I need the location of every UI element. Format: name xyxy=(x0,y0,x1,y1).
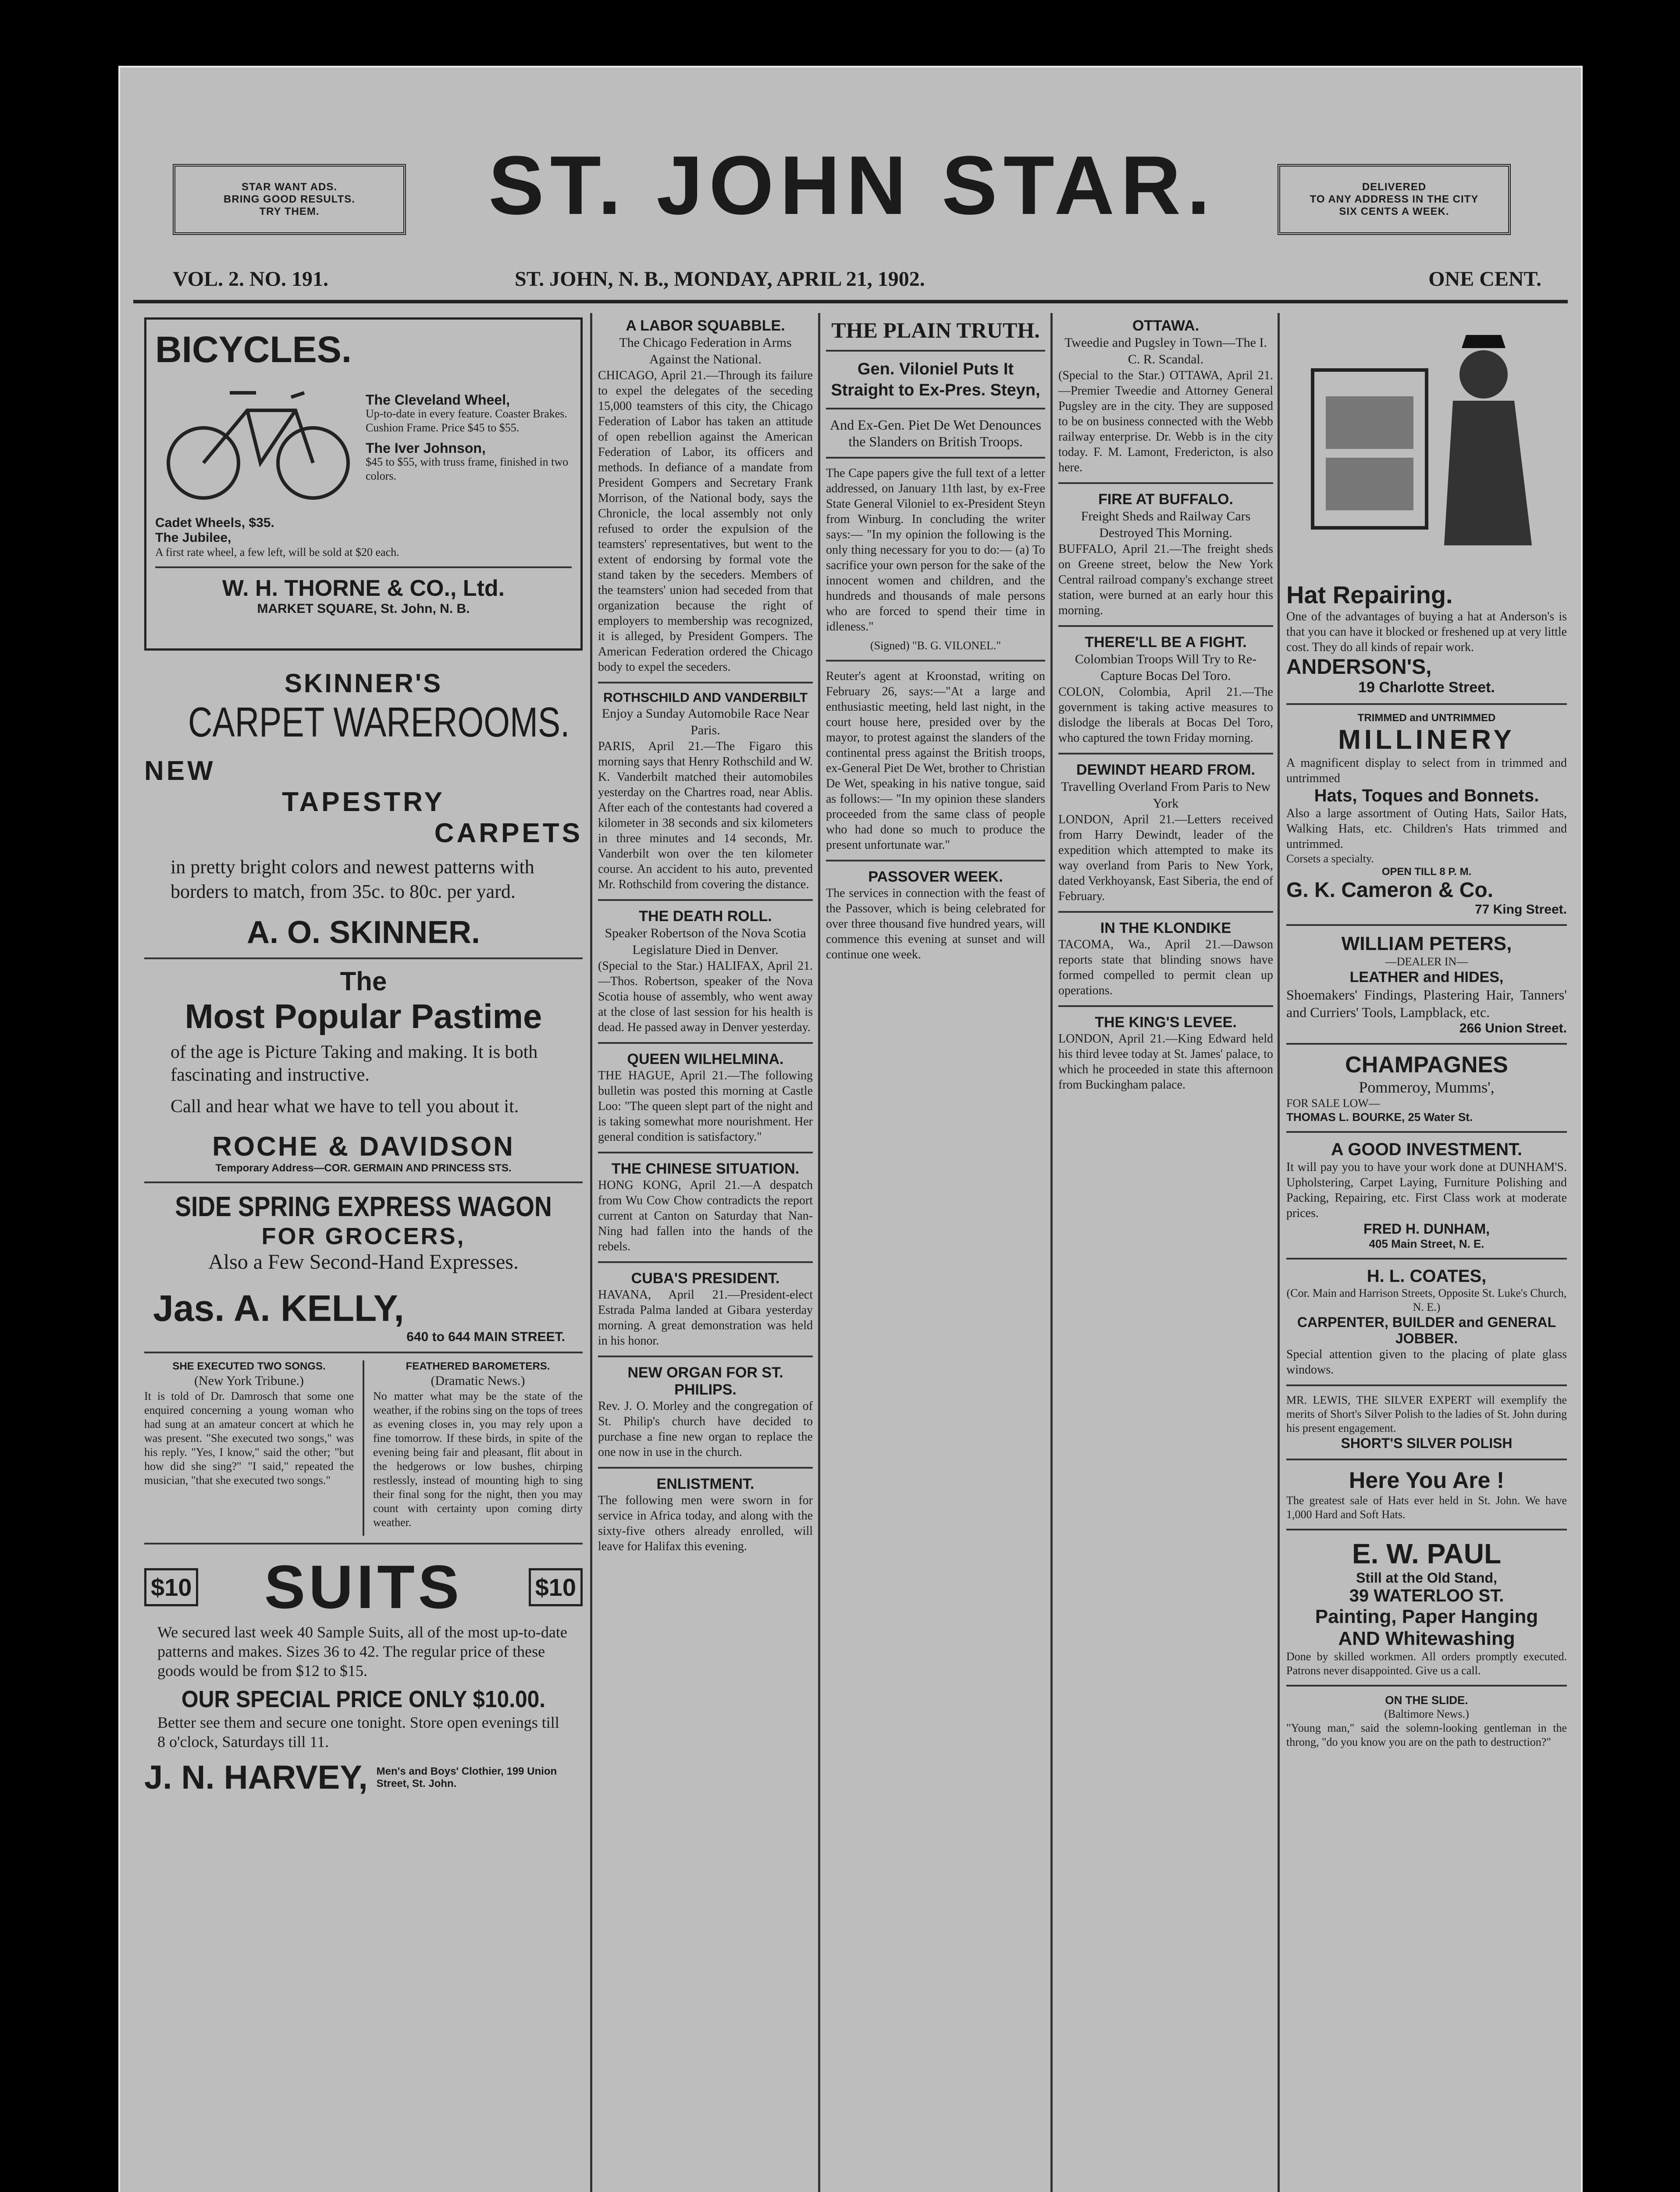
dateline xyxy=(142,267,1559,298)
peters-name: WILLIAM PETERS, xyxy=(1341,933,1512,954)
special-price: OUR SPECIAL PRICE ONLY $10.00. xyxy=(181,1686,546,1712)
bicycles-ad xyxy=(144,317,583,651)
ear-line: STAR WANT ADS. xyxy=(242,181,337,193)
slide-source: (Baltimore News.) xyxy=(1384,1708,1469,1720)
fight-subhead: Colombian Troops Will Try to Re-Capture Bocas Del Toro. xyxy=(1075,652,1257,683)
cuba-text: HAVANA, April 21.—President-elect Estrada Palma landed at Gibara yesterday morning. A great demonstration was held in his honor. xyxy=(598,1288,813,1348)
buffalo-heading: FIRE AT BUFFALO. xyxy=(1098,491,1233,508)
buffalo-subhead: Freight Sheds and Railway Cars Destroyed This Morning. xyxy=(1081,509,1251,540)
organ-heading: NEW ORGAN FOR ST. PHILIPS. xyxy=(627,1364,783,1398)
special-desc: Better see them and secure one tonight. Store open evenings till 8 o'clock, Saturdays till 11. xyxy=(157,1714,559,1751)
slide-heading: ON THE SLIDE. xyxy=(1385,1694,1468,1707)
corsets-label: Corsets a specialty. xyxy=(1286,852,1374,865)
kelly-ad xyxy=(144,1190,583,1345)
jubilee-desc: A first rate wheel, a few left, will be sold at $20 each. xyxy=(155,546,399,559)
labor-text: CHICAGO, April 21.—Through its failure to expel the delegates of the seceding 15,000 teamsters of this city, the Chicago Federation of Labor has taken an attitude of open rebellion against the American Federation of Labor, its officers and methods. In defiance of a mandate from President Gompers and Secretary Frank Morrison, of the National body, says the Chronicle, the local assembly not only refused to order the expulsion of the teamsters' representatives, but went to the extent of endorsing by formal vote the stand taken by the seceders. Members of the teamsters' union had seceded from that organization because the right of employers to membership was recognized, it is alleged, by President Gompers. The American Federation ordered the Chicago body to expel the seceders. xyxy=(598,369,813,674)
ottawa-heading: OTTAWA. xyxy=(1132,317,1199,334)
passover-text: The services in connection with the feast of the Passover, which is being celebrated for over three thousand five hundred years, will commence this evening at sunset and will continue one week. xyxy=(826,886,1045,961)
anderson-name: ANDERSON'S, xyxy=(1286,655,1432,679)
peters-address: 266 Union Street. xyxy=(1459,1021,1567,1036)
organ-text: Rev. J. O. Morley and the congregation of St. Philip's church have decided to purchase a fine new organ to replace the one now in use in the church. xyxy=(598,1399,813,1459)
harvey-ad xyxy=(144,1551,583,1797)
price-left: $10 xyxy=(144,1568,198,1606)
labor-heading: A LABOR SQUABBLE. xyxy=(626,317,785,334)
thorne-name: W. H. THORNE & CO., Ltd. xyxy=(222,576,505,601)
barometers-source: (Dramatic News.) xyxy=(431,1374,525,1388)
dewindt-text: LONDON, April 21.—Letters received from Harry Dewindt, leader of the expedition which attempted to make its way overland from Paris to New York, dated Verkhoyansk, East Siberia, the end of February. xyxy=(1058,813,1273,903)
millinery-desc: A magnificent display to select from in trimmed and untrimmed xyxy=(1286,756,1567,785)
column-rule xyxy=(1278,313,1280,2192)
paul-name: E. W. PAUL xyxy=(1352,1538,1502,1569)
ottawa-subhead: Tweedie and Pugsley in Town—The I. C. R. Scandal. xyxy=(1064,335,1267,367)
wilhelmina-heading: QUEEN WILHELMINA. xyxy=(627,1051,784,1068)
investment-heading: A GOOD INVESTMENT. xyxy=(1331,1140,1523,1159)
cameron-name: G. K. Cameron & Co. xyxy=(1286,879,1494,902)
barometers-heading: FEATHERED BAROMETERS. xyxy=(406,1360,550,1372)
wilhelmina-text: THE HAGUE, April 21.—The following bulletin was posted this morning at Castle Loo: "The queen slept part of the night and is taking somewhat more nourishment. Her general condition is satisfactory." xyxy=(598,1069,813,1144)
grocers-label: FOR GROCERS, xyxy=(261,1223,466,1249)
bicycles-heading: BICYCLES. xyxy=(155,329,352,370)
death-roll-heading: THE DEATH ROLL. xyxy=(639,908,772,925)
ear-line: TO ANY ADDRESS IN THE CITY xyxy=(1310,193,1479,205)
plain-truth-subhead-2: And Ex-Gen. Piet De Wet Denounces the Slanders on British Troops. xyxy=(829,417,1042,449)
plain-truth-text: The Cape papers give the full text of a letter addressed, on January 11th last, by ex-Free State General Viloniel to ex-President Steyn from Winburg. In concluding the writer says:— "In my opinion the following is the only thing necessary for you to do:— (a) To sacrifice your own person for the sake of the innocent women and children, and the hundreds and thousands of male persons who are forced to spend their time in idleness." xyxy=(826,466,1045,633)
rothschild-heading: ROTHSCHILD AND VANDERBILT xyxy=(603,690,808,705)
ear-line: SIX CENTS A WEEK. xyxy=(1339,206,1449,217)
new-label: NEW xyxy=(144,756,216,786)
paul-desc: Done by skilled workmen. All orders promptly executed. Patrons never disappointed. Give us a call. xyxy=(1286,1650,1567,1677)
newspaper-page xyxy=(118,66,1583,2192)
carpet-warerooms: CARPET WAREROOMS. xyxy=(188,699,570,746)
songs-text: It is told of Dr. Damrosch that some one enquired concerning a young woman who had sung at an amateur concert at which he was present. "She executed two songs," was his reply. "Yes, I know," said the other; "but how did she sing?" "I said," repeated the musician, "that she executed two songs." xyxy=(144,1390,354,1487)
rothschild-subhead: Enjoy a Sunday Automobile Race Near Paris. xyxy=(602,706,809,737)
pastime-call: Call and hear what we have to tell you about it. xyxy=(171,1096,519,1117)
rothschild-text: PARIS, April 21.—The Figaro this morning says that Henry Rothschild and W. K. Vanderbilt matched their automobiles yesterday on the Chartres road, near Ablis. After each of the contestants had covered a kilometer in 38 seconds and six kilometers in three minutes and 14 seconds, Mr. Vanderbilt won over the ten kilometer course. An accident to his auto, prevented Mr. Rothschild from covering the distance. xyxy=(598,740,813,891)
the-label: The xyxy=(340,967,387,996)
passover-heading: PASSOVER WEEK. xyxy=(868,868,1003,885)
klondike-text: TACOMA, Wa., April 21.—Dawson reports state that blinding snows have formed compelled to permit clean up operations. xyxy=(1058,938,1273,997)
masthead xyxy=(120,68,1581,348)
songs-source: (New York Tribune.) xyxy=(194,1374,304,1388)
harvey-name: J. N. HARVEY, xyxy=(144,1759,368,1796)
hatter-illustration xyxy=(1286,317,1558,580)
skinner-name: A. O. SKINNER. xyxy=(246,915,481,950)
peters-dealer: —DEALER IN— xyxy=(1385,955,1468,968)
pastime-heading: Most Popular Pastime xyxy=(185,997,542,1036)
anderson-address: 19 Charlotte Street. xyxy=(1358,679,1495,696)
wagon-heading: SIDE SPRING EXPRESS WAGON xyxy=(175,1191,552,1222)
paul-old-stand: Still at the Old Stand, xyxy=(1356,1570,1497,1586)
cuba-heading: CUBA'S PRESIDENT. xyxy=(631,1270,780,1287)
short-items xyxy=(144,1360,583,1536)
cleveland-label: The Cleveland Wheel, xyxy=(366,392,510,408)
whitewashing-label: AND Whitewashing xyxy=(1338,1628,1515,1649)
hat-repairing-heading: Hat Repairing. xyxy=(1286,581,1453,608)
silver-polish: SHORT'S SILVER POLISH xyxy=(1341,1435,1513,1451)
dewindt-subhead: Travelling Overland From Paris to New York xyxy=(1061,779,1271,811)
bourke-name: THOMAS L. BOURKE, 25 Water St. xyxy=(1286,1110,1473,1124)
column-1-ads xyxy=(144,317,583,2192)
dunham-address: 405 Main Street, N. E. xyxy=(1369,1237,1484,1250)
column-2-news xyxy=(598,317,813,2192)
coates-address: (Cor. Main and Harrison Streets, Opposite St. Luke's Church, N. E.) xyxy=(1286,1287,1567,1313)
price: ONE CENT. xyxy=(1428,267,1541,291)
ear-line: DELIVERED xyxy=(1362,181,1427,193)
buffalo-text: BUFFALO, April 21.—The freight sheds on Greene street, below the New York Central railroad company's exchange street station, were burned at an early hour this morning. xyxy=(1058,542,1273,617)
kelly-address: 640 to 644 MAIN STREET. xyxy=(406,1330,565,1344)
de-wet-text: Reuter's agent at Kroonstad, writing on February 26, says:—"At a large and enthusiastic meeting, held last night, in the court house here, presided over by the mayor, to protest against the slanders of the continental press against the British troops, ex-General Piet De Wet, brother to Christian De Wet, speaking in his native tongue, said as follows:— "In my opinion these slanders proceeded from the same class of people who had done so much to produce the present unfortunate war." xyxy=(826,669,1045,852)
expresses-label: Also a Few Second-Hand Expresses. xyxy=(208,1250,519,1274)
column-5-ads xyxy=(1286,317,1567,2192)
millinery-heading: MILLINERY xyxy=(1338,725,1515,755)
skinner-heading: SKINNER'S xyxy=(284,669,443,698)
songs-item xyxy=(144,1360,354,1536)
hats-desc: Also a large assortment of Outing Hats, Sailor Hats, Walking Hats, etc. Children's Hats trimmed and untrimmed. xyxy=(1286,807,1567,851)
left-ear-box xyxy=(173,164,406,235)
enlistment-text: The following men were sworn in for service in Africa today, and along with the sixty-five others already enrolled, will leave for Halifax this evening. xyxy=(598,1494,813,1553)
column-3-news xyxy=(826,317,1045,2192)
labor-subhead: The Chicago Federation in Arms Against the National. xyxy=(619,335,792,367)
right-ear-box xyxy=(1278,164,1511,235)
plain-truth-signature: (Signed) "B. G. VILONEL." xyxy=(870,639,1001,652)
jubilee-label: The Jubilee, xyxy=(155,530,231,545)
iver-label: The Iver Johnson, xyxy=(366,440,486,456)
tapestry-label: TAPESTRY xyxy=(282,787,445,817)
skinner-ad xyxy=(144,668,583,950)
volume-number: VOL. 2. NO. 191. xyxy=(173,267,329,291)
here-you-are-heading: Here You Are ! xyxy=(1349,1468,1505,1493)
trimmed-label: TRIMMED and UNTRIMMED xyxy=(1357,712,1496,724)
here-you-are-desc: The greatest sale of Hats ever held in St. John. We have 1,000 Hard and Soft Hats. xyxy=(1286,1494,1567,1521)
column-rule xyxy=(590,313,592,2192)
slide-text: "Young man," said the solemn-looking gentleman in the throng, "do you know you are on the path to destruction?" xyxy=(1286,1722,1567,1748)
klondike-heading: IN THE KLONDIKE xyxy=(1100,920,1232,936)
death-roll-text: (Special to the Star.) HALIFAX, April 21.—Thos. Robertson, speaker of the Nova Scotia house of assembly, who went away at the close of last session for his health is dead. He passed away in Denver yesterday. xyxy=(598,959,813,1034)
cleveland-desc: Up-to-date in every feature. Coaster Brakes. Cushion Frame. Price $45 to $55. xyxy=(366,407,567,434)
column-4-news xyxy=(1058,317,1273,2192)
silver-desc: MR. LEWIS, THE SILVER EXPERT will exemplify the merits of Short's Silver Polish to the ladies of St. John during his present engagement. xyxy=(1286,1394,1567,1434)
roche-address: Temporary Address—COR. GERMAIN AND PRINCESS STS. xyxy=(215,1162,512,1174)
iver-desc: $45 to $55, with truss frame, finished in two colors. xyxy=(366,455,569,482)
masthead-rule xyxy=(133,300,1568,303)
coates-desc: Special attention given to the placing of plate glass windows. xyxy=(1286,1348,1567,1377)
levee-heading: THE KING'S LEVEE. xyxy=(1095,1014,1237,1031)
fight-heading: THERE'LL BE A FIGHT. xyxy=(1085,634,1247,651)
column-rule xyxy=(818,313,820,2192)
hats-heading: Hats, Toques and Bonnets. xyxy=(1314,786,1539,805)
carpenter-label: CARPENTER, BUILDER and GENERAL JOBBER. xyxy=(1297,1314,1556,1346)
hat-repairing-desc: One of the advantages of buying a hat at Anderson's is that you can have it blocked or freshened up at very little cost. They do all kinds of repair work. xyxy=(1286,610,1567,654)
cadet-label: Cadet Wheels, $35. xyxy=(155,516,274,530)
thorne-address: MARKET SQUARE, St. John, N. B. xyxy=(257,601,470,616)
peters-desc: Shoemakers' Findings, Plastering Hair, Tanners' and Curriers' Tools, Lampblack, etc. xyxy=(1286,987,1567,1020)
paul-address: 39 WATERLOO ST. xyxy=(1349,1586,1504,1605)
plain-truth-subhead: Gen. Viloniel Puts It Straight to Ex-Pres. Steyn, xyxy=(831,360,1040,399)
date-line-text: ST. JOHN, N. B., MONDAY, APRIL 21, 1902. xyxy=(515,267,925,291)
champagnes-heading: CHAMPAGNES xyxy=(1345,1052,1508,1078)
painting-label: Painting, Paper Hanging xyxy=(1315,1606,1538,1627)
coates-name: H. L. COATES, xyxy=(1367,1267,1487,1286)
barometers-item xyxy=(373,1360,583,1536)
ear-line: BRING GOOD RESULTS. xyxy=(224,193,355,205)
newspaper-title: ST. JOHN STAR. xyxy=(488,139,1216,232)
investment-desc: It will pay you to have your work done at DUNHAM'S. Upholstering, Carpet Laying, Furniture Polishing and Packing, Repairing, etc. First Class work at moderate prices. xyxy=(1286,1160,1567,1220)
chinese-text: HONG KONG, April 21.—A despatch from Wu Cow Chow contradicts the report current at Canton on Saturday that Nan-Ning had fallen into the hands of the rebels. xyxy=(598,1178,813,1253)
column-rule xyxy=(1050,313,1053,2192)
carpets-label: CARPETS xyxy=(434,818,583,848)
levee-text: LONDON, April 21.—King Edward held his third levee today at St. James' palace, to which he proceeded in state this afternoon from Buckingham palace. xyxy=(1058,1032,1273,1092)
carpets-desc: in pretty bright colors and newest patterns with borders to match, from 35c. to 80c. per yard. xyxy=(171,856,534,902)
open-hours: OPEN TILL 8 P. M. xyxy=(1381,866,1472,878)
suits-heading: SUITS xyxy=(264,1552,463,1621)
death-roll-subhead: Speaker Robertson of the Nova Scotia Legislature Died in Denver. xyxy=(605,926,806,957)
chinese-heading: THE CHINESE SITUATION. xyxy=(611,1160,800,1177)
ottawa-text: (Special to the Star.) OTTAWA, April 21.—Premier Tweedie and Attorney General Pugsley are in the city. They are supposed to be on business connected with the Webb railway enterprise. Dr. Webb is in the city today. F. M. Lamont, Fredericton, is also here. xyxy=(1058,369,1273,474)
dunham-name: FRED H. DUNHAM, xyxy=(1363,1221,1490,1237)
ear-line: TRY THEM. xyxy=(259,206,320,217)
barometers-text: No matter what may be the state of the weather, if the robins sing on the tops of trees as evening closes in, you may rely upon a fine tomorrow. If these birds, in spite of the evening being fair and pleasant, flit about in the hedgerows or low bushes, chirping restlessly, instead of mounting high to sing their final song for the night, then you may count with certainty upon coming dirty weather. xyxy=(373,1390,583,1529)
for-sale-label: FOR SALE LOW— xyxy=(1286,1097,1380,1110)
pastime-desc: of the age is Picture Taking and making. It is both fascinating and instructive. xyxy=(171,1042,538,1085)
roche-name: ROCHE & DAVIDSON xyxy=(212,1132,515,1162)
songs-heading: SHE EXECUTED TWO SONGS. xyxy=(172,1360,326,1372)
plain-truth-heading: THE PLAIN TRUTH. xyxy=(831,318,1040,342)
suits-desc: We secured last week 40 Sample Suits, all of the most up-to-date patterns and makes. Sizes 36 to 42. The regular price of these goods would be from $12 to $15. xyxy=(157,1623,567,1680)
champagnes-brands: Pommeroy, Mumms', xyxy=(1359,1078,1495,1096)
kelly-name: Jas. A. KELLY, xyxy=(153,1288,404,1329)
leather-hides: LEATHER and HIDES, xyxy=(1349,969,1504,986)
harvey-address: Men's and Boys' Clothier, 199 Union Street, St. John. xyxy=(376,1765,557,1790)
price-right: $10 xyxy=(529,1568,583,1606)
roche-ad xyxy=(144,966,583,1174)
dewindt-heading: DEWINDT HEARD FROM. xyxy=(1076,762,1255,778)
cameron-address: 77 King Street. xyxy=(1474,902,1567,917)
fight-text: COLON, Colombia, April 21.—The government is taking active measures to dislodge the liberals at Bocas Del Toro, who captured the town Friday morning. xyxy=(1058,685,1273,745)
enlistment-heading: ENLISTMENT. xyxy=(656,1476,755,1492)
bicycle-icon xyxy=(164,375,357,507)
